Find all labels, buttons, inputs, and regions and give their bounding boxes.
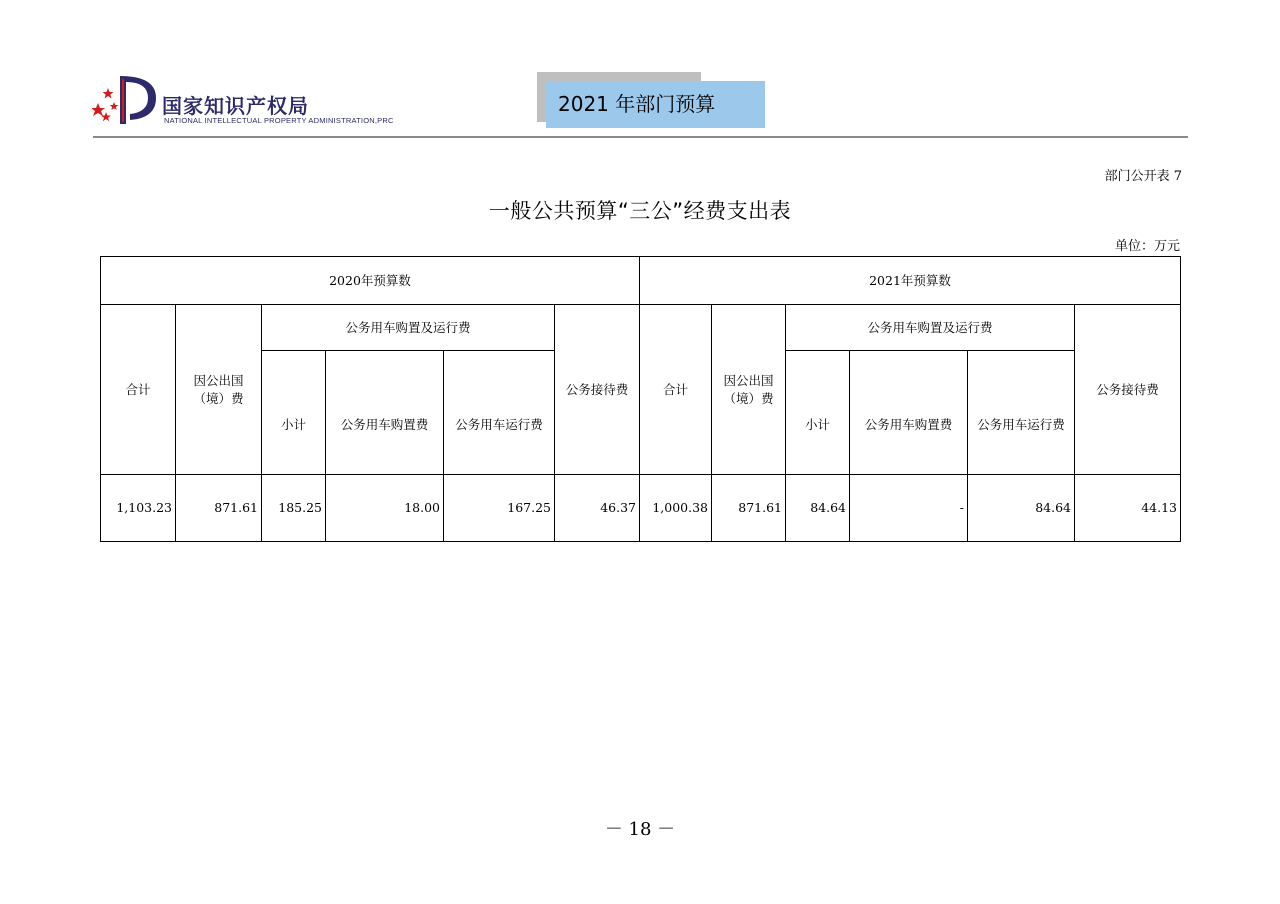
header-2021-total: 合计 — [640, 305, 712, 475]
value-2020-abroad: 871.61 — [176, 475, 262, 542]
cnipa-emblem-icon — [92, 72, 162, 128]
logo-name-en: NATIONAL INTELLECTUAL PROPERTY ADMINISTRATION,PRC — [164, 116, 394, 125]
unit-label: 单位：万元 — [1114, 239, 1180, 254]
logo-name-cn: 国家知识产权局 — [162, 94, 309, 118]
table-header-row-years — [101, 257, 1181, 305]
header-2021-abroad — [712, 305, 786, 475]
value-2020-purchase: 18.00 — [326, 475, 444, 542]
value-2021-purchase: - — [850, 475, 968, 542]
header-divider — [93, 136, 1188, 138]
header-2021-abroad-line2: （境）费 — [723, 390, 774, 406]
header-2020-total: 合计 — [101, 305, 176, 475]
header-2020-subtotal: 小计 — [262, 351, 326, 475]
header-2021-budget: 2021年预算数 — [640, 257, 1181, 305]
header-2021-reception: 公务接待费 — [1075, 305, 1181, 475]
value-2021-reception: 44.13 — [1075, 475, 1181, 542]
value-2020-operation: 167.25 — [444, 475, 555, 542]
header-2020-abroad-line2: （境）费 — [193, 390, 244, 406]
value-2021-abroad: 871.61 — [712, 475, 786, 542]
table-header-row-categories — [101, 305, 1181, 351]
table-number: 部门公开表 7 — [1104, 169, 1182, 184]
header-2020-abroad-line1: 因公出国 — [193, 373, 244, 388]
header-2021-subtotal: 小计 — [786, 351, 850, 475]
value-2021-total: 1,000.38 — [640, 475, 712, 542]
header-2021-vehicle-group: 公务用车购置及运行费 — [786, 305, 1075, 351]
three-public-expense-table — [100, 256, 1181, 542]
value-2021-operation: 84.64 — [968, 475, 1075, 542]
header-2020-reception: 公务接待费 — [555, 305, 640, 475]
page-number: － 18 － — [604, 819, 676, 840]
header-2020-vehicle-purchase: 公务用车购置费 — [326, 351, 444, 475]
table-row — [101, 475, 1181, 542]
value-2021-subtotal: 84.64 — [786, 475, 850, 542]
page-title: 一般公共预算“三公”经费支出表 — [488, 199, 792, 223]
value-2020-total: 1,103.23 — [101, 475, 176, 542]
header-2020-abroad — [176, 305, 262, 475]
header-2020-vehicle-group: 公务用车购置及运行费 — [262, 305, 555, 351]
value-2020-subtotal: 185.25 — [262, 475, 326, 542]
header-2021-vehicle-operation: 公务用车运行费 — [968, 351, 1075, 475]
value-2020-reception: 46.37 — [555, 475, 640, 542]
budget-year-banner: 2021 年部门预算 — [546, 81, 765, 128]
header-2020-budget: 2020年预算数 — [101, 257, 640, 305]
header-2021-abroad-line1: 因公出国 — [723, 373, 774, 388]
header-2020-vehicle-operation: 公务用车运行费 — [444, 351, 555, 475]
agency-logo — [92, 72, 402, 130]
header-2021-vehicle-purchase: 公务用车购置费 — [850, 351, 968, 475]
